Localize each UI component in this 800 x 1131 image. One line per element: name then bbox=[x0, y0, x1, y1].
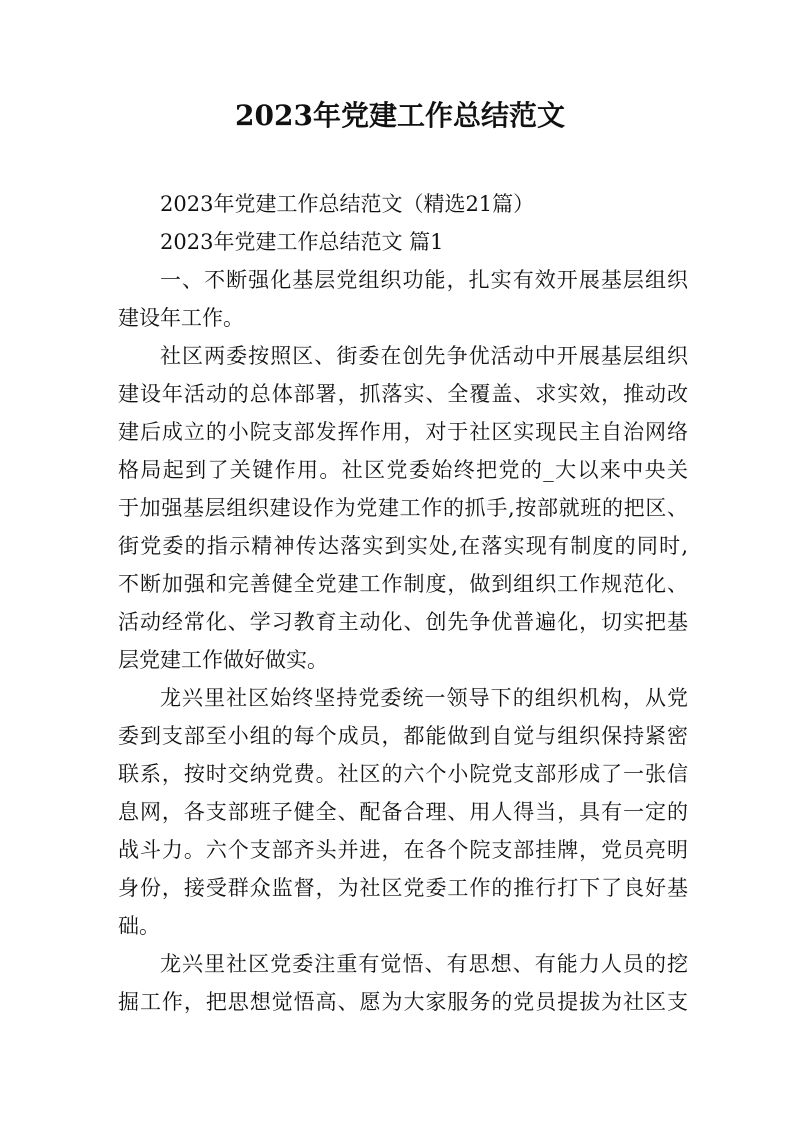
paragraph-line: 础。 bbox=[118, 914, 160, 938]
paragraph-line: 不断加强和完善健全党建工作制度，做到组织工作规范化、 bbox=[118, 572, 688, 596]
paragraph-line: 格局起到了关键作用。社区党委始终把党的_大以来中央关 bbox=[118, 458, 688, 482]
paragraph-line: 战斗力。六个支部齐头并进，在各个院支部挂牌，党员亮明 bbox=[118, 838, 688, 862]
paragraph-line: 建设年活动的总体部署，抓落实、全覆盖、求实效，推动改 bbox=[118, 382, 688, 406]
collection-heading: 2023年党建工作总结范文（精选21篇） bbox=[160, 192, 535, 216]
paragraph-line: 联系，按时交纳党费。社区的六个小院党支部形成了一张信 bbox=[118, 762, 688, 786]
document-title: 2023年党建工作总结范文 bbox=[235, 99, 565, 132]
article-heading: 2023年党建工作总结范文 篇1 bbox=[160, 230, 444, 254]
paragraph-line: 委到支部至小组的每个成员，都能做到自觉与组织保持紧密 bbox=[118, 724, 688, 748]
paragraph-line: 建设年工作。 bbox=[118, 306, 244, 330]
paragraph-line: 身份，接受群众监督，为社区党委工作的推行打下了良好基 bbox=[118, 876, 688, 900]
paragraph-line: 街党委的指示精神传达落实到实处,在落实现有制度的同时, bbox=[118, 534, 688, 558]
paragraph-line: 龙兴里社区党委注重有觉悟、有思想、有能力人员的挖 bbox=[160, 952, 688, 976]
paragraph-line: 一、不断强化基层党组织功能，扎实有效开展基层组织 bbox=[160, 268, 688, 292]
paragraph-line: 龙兴里社区始终坚持党委统一领导下的组织机构，从党 bbox=[160, 686, 688, 710]
paragraph-line: 于加强基层组织建设作为党建工作的抓手,按部就班的把区、 bbox=[118, 496, 688, 520]
paragraph-line: 社区两委按照区、街委在创先争优活动中开展基层组织 bbox=[160, 344, 688, 368]
paragraph-line: 掘工作，把思想觉悟高、愿为大家服务的党员提拔为社区支 bbox=[118, 990, 688, 1014]
paragraph-line: 息网，各支部班子健全、配备合理、用人得当，具有一定的 bbox=[118, 800, 688, 824]
paragraph-line: 建后成立的小院支部发挥作用，对于社区实现民主自治网络 bbox=[118, 420, 688, 444]
paragraph-line: 活动经常化、学习教育主动化、创先争优普遍化，切实把基 bbox=[118, 610, 688, 634]
paragraph-line: 层党建工作做好做实。 bbox=[118, 648, 328, 672]
